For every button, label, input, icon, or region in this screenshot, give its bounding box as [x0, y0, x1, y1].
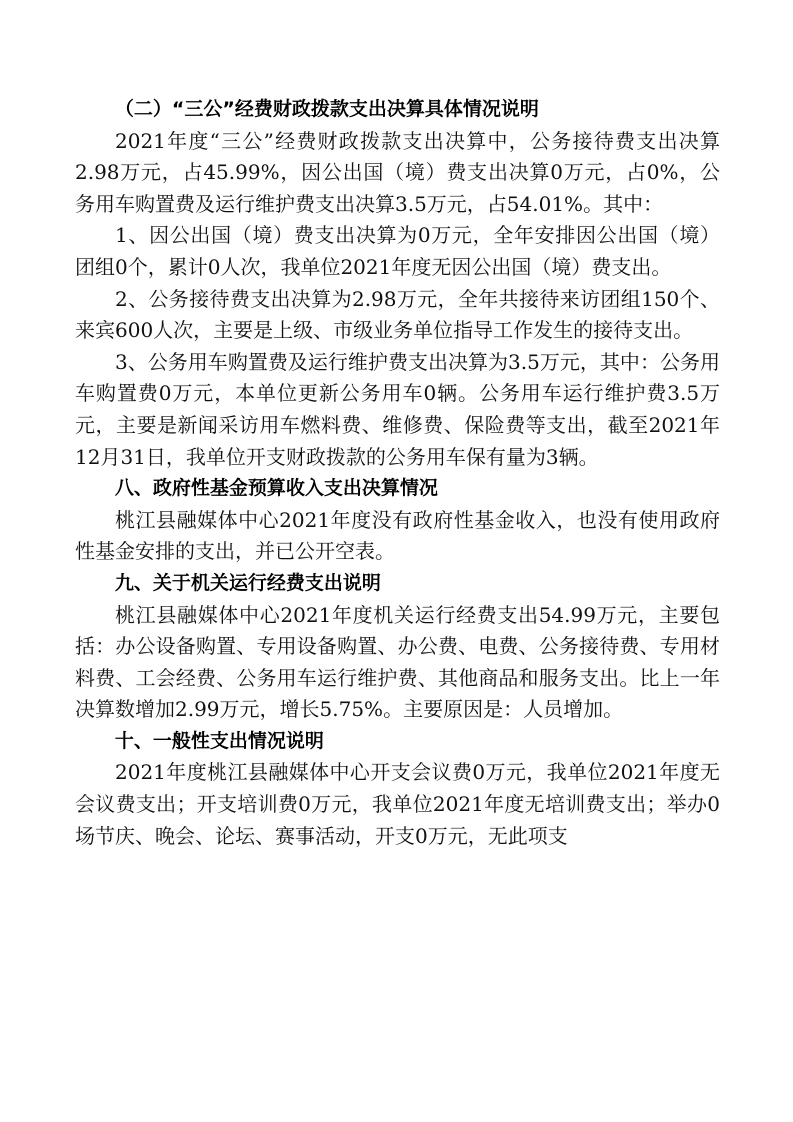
- heading-section-9: 九、关于机关运行经费支出说明: [114, 571, 381, 594]
- paragraph-reception: 2、公务接待费支出决算为2.98万元，全年共接待来访团组150个、来宾600人次，主要是上级、市级业务单位指导工作发生的接待支出。: [75, 286, 720, 343]
- paragraph-general-expenses: 2021年度桃江县融媒体中心开支会议费0万元，我单位2021年度无会议费支出；开支培训费0万元，我单位2021年度无培训费支出；举办0场节庆、晚会、论坛、赛事活动，开支0万元，无此项支: [75, 760, 720, 848]
- document-page: [75, 94, 720, 852]
- paragraph-official-vehicles: 3、公务用车购置费及运行维护费支出决算为3.5万元，其中：公务用车购置费0万元，本单位更新公务用车0辆。公务用车运行维护费3.5万元，主要是新闻采访用车燃料费、维修费、保险费等支出，截至2021年12月31日，我单位开支财政拨款的公务用车保有量为3辆。: [75, 349, 720, 469]
- heading-section-8: 八、政府性基金预算收入支出决算情况: [114, 477, 438, 500]
- paragraph-sangong-summary: 2021年度“三公”经费财政拨款支出决算中，公务接待费支出决算2.98万元，占45.99%，因公出国（境）费支出决算0万元，占0%，公务用车购置费及运行维护费支出决算3.5万元，占54.01%。其中：: [75, 128, 720, 216]
- paragraph-government-funds: 桃江县融媒体中心2021年度没有政府性基金收入，也没有使用政府性基金安排的支出，并已公开空表。: [75, 507, 720, 564]
- heading-sangong-details: （二）“三公”经费财政拨款支出决算具体情况说明: [114, 98, 539, 120]
- heading-section-10: 十、一般性支出情况说明: [114, 729, 324, 752]
- paragraph-operating-expenses: 桃江县融媒体中心2021年度机关运行经费支出54.99万元，主要包括：办公设备购置、专用设备购置、办公费、电费、公务接待费、专用材料费、工会经费、公务用车运行维护费、其他商品和服务支出。比上一年决算数增加2.99万元，增长5.75%。主要原因是：人员增加。: [75, 602, 720, 722]
- paragraph-overseas-travel: 1、因公出国（境）费支出决算为0万元，全年安排因公出国（境）团组0个，累计0人次，我单位2021年度无因公出国（境）费支出。: [75, 223, 720, 279]
